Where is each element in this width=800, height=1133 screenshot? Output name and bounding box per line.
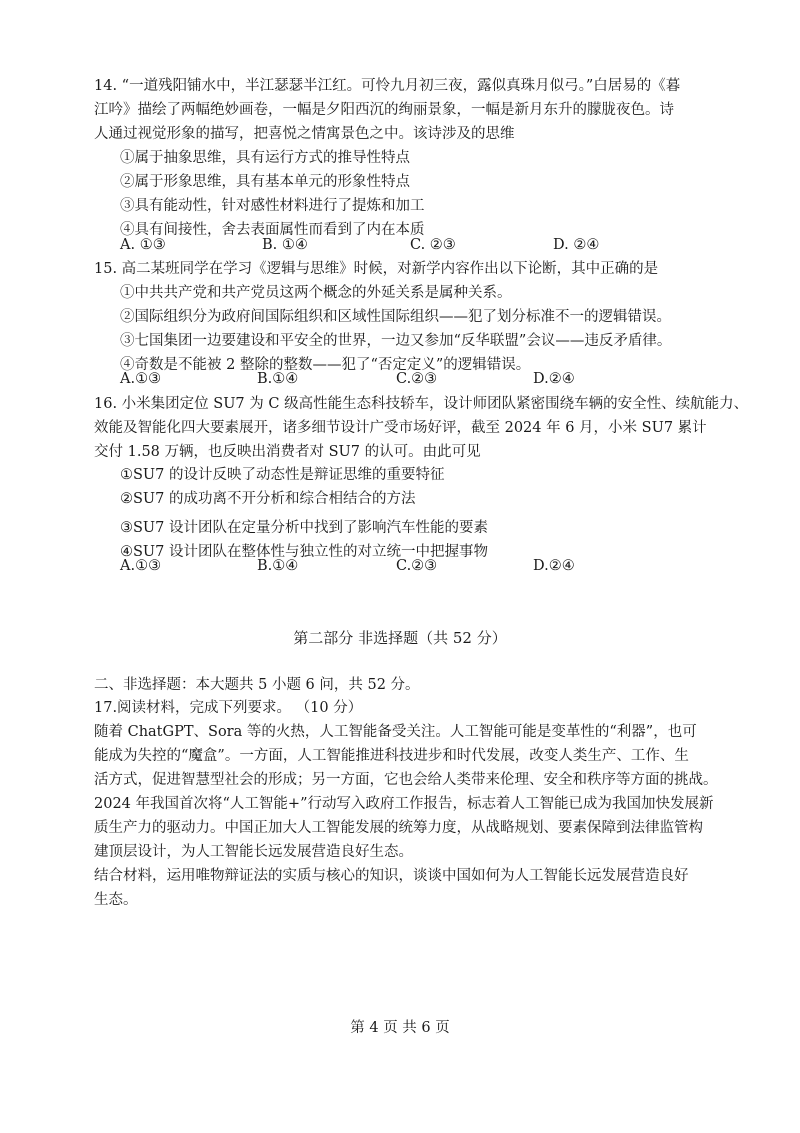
option-c: C. ②③ — [410, 237, 456, 253]
statement: ④具有间接性，舍去表面属性而看到了内在本质 — [120, 222, 425, 238]
statement: ③七国集团一边要建设和平安全的世界，一边又参加“反华联盟”会议——违反矛盾律。 — [120, 333, 672, 349]
statement: ②属于形象思维，具有基本单元的形象性特点 — [120, 174, 410, 190]
question-stem: 16. 小米集团定位 SU7 为 C 级高性能生态科技轿车，设计师团队紧密围绕车辆的安全性、续航能力、 — [94, 396, 749, 412]
statement: ①中共共产党和共产党员这两个概念的外延关系是属种关系。 — [120, 285, 512, 301]
statement: ②SU7 的成功离不开分析和综合相结合的方法 — [120, 491, 416, 507]
statement: ②国际组织分为政府间国际组织和区域性国际组织——犯了划分标准不一的逻辑错误。 — [120, 309, 671, 325]
statement: ④奇数是不能被 2 整除的整数——犯了“否定定义”的逻辑错误。 — [120, 357, 531, 373]
question-stem: 交付 1.58 万辆，也反映出消费者对 SU7 的认可。由此可见 — [94, 444, 481, 460]
question-stem: 15. 高二某班同学在学习《逻辑与思维》时候，对新学内容作出以下论断，其中正确的是 — [94, 261, 659, 277]
option-a: A.①③ — [120, 371, 162, 387]
page-number: 第 4 页 共 6 页 — [350, 1020, 450, 1036]
material-paragraph: 活方式，促进智慧型社会的形成；另一方面，它也会给人类带来伦理、安全和秩序等方面的挑战。 — [94, 772, 718, 788]
option-b: B.①④ — [257, 371, 299, 387]
option-d: D.②④ — [533, 558, 575, 574]
section-heading: 第二部分 非选择题（共 52 分） — [293, 629, 507, 647]
option-a: A.①③ — [120, 558, 162, 574]
task-text: 生态。 — [94, 892, 138, 908]
material-paragraph: 质生产力的驱动力。中国正加大人工智能发展的统筹力度，从战略规划、要素保障到法律监管构 — [94, 820, 703, 836]
statement: ③具有能动性，针对感性材料进行了提炼和加工 — [120, 198, 425, 214]
answer-options — [0, 554, 700, 578]
statement: ①SU7 的设计反映了动态性是辩证思维的重要特征 — [120, 467, 445, 483]
statement: ①属于抽象思维，具有运行方式的推导性特点 — [120, 150, 410, 166]
material-paragraph: 随着 ChatGPT、Sora 等的火热，人工智能备受关注。人工智能可能是变革性的“利器”，也可 — [94, 724, 697, 740]
answer-options — [0, 233, 700, 257]
material-paragraph: 2024 年我国首次将“人工智能+”行动写入政府工作报告，标志着人工智能已成为我国加快发展新 — [94, 796, 714, 812]
question-stem: 效能及智能化四大要素展开，诸多细节设计广受市场好评，截至 2024 年 6 月，小米 SU7 累计 — [94, 420, 707, 436]
task-text: 结合材料，运用唯物辩证法的实质与核心的知识，谈谈中国如何为人工智能长远发展营造良好 — [94, 868, 689, 884]
option-d: D. ②④ — [553, 237, 600, 253]
material-paragraph: 建顶层设计，为人工智能长远发展营造良好生态。 — [94, 844, 413, 860]
option-c: C.②③ — [396, 371, 438, 387]
statement: ③SU7 设计团队在定量分析中找到了影响汽车性能的要素 — [120, 520, 488, 536]
question-stem: 江吟》描绘了两幅绝妙画卷，一幅是夕阳西沉的绚丽景象，一幅是新月东升的朦胧夜色。诗 — [94, 102, 674, 118]
question-title: 17.阅读材料，完成下列要求。 （10 分） — [94, 700, 363, 716]
option-d: D.②④ — [533, 371, 575, 387]
material-paragraph: 能成为失控的“魔盒”。一方面，人工智能推进科技进步和时代发展，改变人类生产、工作、生 — [94, 748, 689, 764]
question-stem: 人通过视觉形象的描写，把喜悦之情寓景色之中。该诗涉及的思维 — [94, 126, 515, 142]
option-a: A. ①③ — [120, 237, 166, 253]
option-b: B. ①④ — [262, 237, 308, 253]
question-stem: 14. “一道残阳铺水中，半江瑟瑟半江红。可怜九月初三夜，露似真珠月似弓。”白居易的《暮 — [94, 78, 681, 94]
answer-options — [0, 367, 700, 391]
option-c: C.②③ — [396, 558, 438, 574]
section-subheading: 二、非选择题：本大题共 5 小题 6 问，共 52 分。 — [94, 677, 420, 693]
statement: ④SU7 设计团队在整体性与独立性的对立统一中把握事物 — [120, 544, 488, 560]
option-b: B.①④ — [257, 558, 299, 574]
